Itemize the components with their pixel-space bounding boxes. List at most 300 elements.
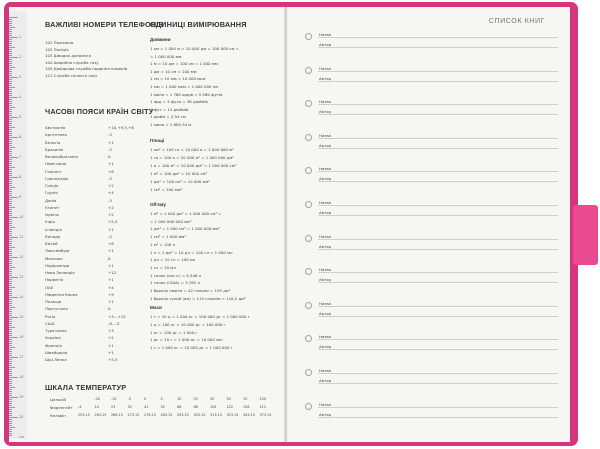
- ruler-tick: [9, 177, 18, 178]
- timezone-offset: 0: [108, 306, 111, 312]
- unit-line: 1 галон (США) = 3,785 л: [150, 280, 200, 286]
- temperature-value: 32: [127, 405, 132, 409]
- timezone-offset: +1: [108, 139, 114, 145]
- timezone-offset: +10,+9,5,+8: [108, 125, 134, 130]
- ruler-tick: [9, 335, 12, 336]
- ruler-tick: [9, 227, 15, 228]
- ruler-number: 9: [19, 195, 22, 199]
- right-page: [287, 7, 570, 442]
- unit-line: 1 миля = 1 760 ярдів = 5 280 футів: [150, 91, 223, 97]
- ruler-tick: [9, 435, 12, 436]
- ruler-tick: [9, 235, 12, 236]
- ruler-tick: [9, 131, 12, 132]
- timezone-offset: +2: [108, 212, 114, 217]
- temperature-label: Цельсій: [50, 397, 66, 402]
- book-author-line[interactable]: [318, 81, 558, 82]
- temperature-value: 278,15: [144, 413, 156, 417]
- timezone-country: Мексико: [45, 255, 63, 261]
- ruler-tick: [9, 35, 12, 36]
- ruler-tick: [9, 213, 12, 214]
- book-author-line[interactable]: [318, 47, 558, 48]
- ruler-number: 18: [19, 375, 24, 379]
- ruler-tick: [9, 291, 12, 292]
- ruler-tick: [9, 219, 12, 220]
- unit-line: 1 дм² = 100 см² = 10 000 мм²: [150, 178, 210, 184]
- timezone-country: Норвегія: [45, 277, 63, 283]
- ruler-tick: [9, 19, 12, 20]
- ruler-tick: [9, 427, 15, 428]
- ruler-tick: [9, 327, 15, 328]
- ruler-tick: [9, 361, 12, 362]
- ruler-tick: [9, 111, 12, 112]
- ruler-tick: [9, 195, 12, 196]
- timezone-offset: +12: [108, 270, 117, 275]
- ruler-tick: [9, 293, 12, 294]
- ruler-number: 3: [19, 75, 22, 79]
- ruler-tick: [9, 313, 12, 314]
- book-name-label: Назва: [319, 132, 332, 138]
- ruler-tick: [9, 167, 15, 168]
- ruler-tick: [9, 271, 12, 272]
- ruler-tick: [9, 129, 12, 130]
- unit-line: 1 дл = 10 сл = 100 мл: [150, 257, 196, 263]
- book-author-line[interactable]: [318, 114, 558, 115]
- unit-line: 1 км² = 100 га = 10 000 а = 1 000 000 м²: [150, 147, 234, 152]
- ruler-number: 15: [19, 315, 24, 319]
- ruler-tick: [9, 171, 12, 172]
- timezone-offset: -3: [108, 132, 112, 138]
- timezone-country: Австралія: [45, 125, 66, 130]
- book-author-line[interactable]: [318, 383, 558, 384]
- timezone-country: Великобританія: [45, 154, 78, 159]
- temperature-value: 50: [160, 405, 165, 409]
- ruler-tick: [9, 77, 18, 78]
- ruler-tick: [9, 283, 12, 284]
- unit-line: = 1 000 000 000 мм³: [150, 218, 192, 224]
- ruler-tick: [9, 97, 18, 98]
- ruler-number: 7: [19, 155, 22, 159]
- timezone-country: Польща: [45, 299, 62, 304]
- timezone-offset: +8: [108, 168, 114, 174]
- ruler-tick: [9, 239, 12, 240]
- book-author-label: Автор: [319, 210, 332, 215]
- ruler-tick: [9, 247, 15, 248]
- unit-line: 1 ярд = 3 фути = 36 дюймів: [150, 99, 208, 105]
- ruler-tick: [9, 225, 12, 226]
- unit-line: 1 дюйм = 2,54 см: [150, 114, 186, 120]
- book-name-line[interactable]: [318, 272, 558, 273]
- book-name-line[interactable]: [318, 239, 558, 240]
- ruler-tick: [9, 375, 12, 376]
- ruler-tick: [9, 175, 12, 176]
- phone-item: 102 Поліція: [45, 46, 69, 52]
- ruler-tick: [9, 257, 18, 258]
- length-title: Довжини: [150, 37, 171, 42]
- ruler-tick: [9, 99, 12, 100]
- ruler-tick: [9, 123, 12, 124]
- book-name-line[interactable]: [318, 37, 558, 38]
- ruler-tick: [9, 315, 12, 316]
- timezone-offset: +1: [108, 248, 114, 254]
- book-name-line[interactable]: [318, 306, 558, 307]
- book-name-label: Назва: [319, 368, 332, 373]
- timezone-offset: +1: [108, 277, 114, 283]
- ruler-tick: [9, 81, 12, 82]
- ruler-tick: [9, 301, 12, 302]
- ruler-tick: [9, 405, 12, 406]
- timezone-country: Канада: [45, 233, 61, 239]
- ruler-tick: [9, 429, 12, 430]
- ruler-tick: [9, 89, 12, 90]
- temperature-value: 283,15: [160, 413, 173, 417]
- timezone-offset: +1: [108, 262, 114, 268]
- book-author-label: Автор: [319, 277, 332, 283]
- ruler-tick: [9, 199, 12, 200]
- timezone-country: Нова Зеландія: [45, 270, 75, 275]
- ruler-number: 2: [19, 55, 22, 59]
- ruler-number: 1: [19, 35, 22, 39]
- timezone-country: Данія: [45, 197, 57, 203]
- ruler-tick: [9, 309, 12, 310]
- temperature-value: 10: [177, 397, 182, 401]
- ruler-number: 13: [19, 275, 24, 279]
- unit-line: 1 л = 1 дм³ = 10 дл = 100 сл = 1 000 мл: [150, 249, 233, 255]
- ruler-tick: [9, 401, 12, 402]
- book-checkbox[interactable]: [305, 268, 312, 275]
- book-checkbox[interactable]: [305, 134, 312, 141]
- ruler-tick: [9, 325, 12, 326]
- ruler-tick: [9, 83, 12, 84]
- temperature-value: 212: [259, 405, 266, 409]
- ruler-tick: [9, 33, 12, 34]
- ruler-tick: [9, 261, 12, 262]
- ruler-number: 16: [19, 335, 24, 339]
- timezone-country: Туреччина: [45, 328, 67, 333]
- book-checkbox[interactable]: [305, 167, 312, 174]
- unit-line: 1 м = 10 дм = 100 см = 1 000 мм: [150, 61, 218, 67]
- book-author-line[interactable]: [318, 282, 558, 283]
- book-author-label: Автор: [319, 243, 332, 249]
- ruler-number: 10: [19, 215, 24, 219]
- timezone-offset: +1: [108, 299, 114, 304]
- ruler-tick: [9, 21, 12, 22]
- phone-item: 104 Аварійна служба газу: [45, 59, 99, 65]
- timezone-offset: +1: [108, 226, 114, 232]
- ruler-tick: [9, 387, 15, 388]
- book-checkbox[interactable]: [305, 335, 312, 342]
- book-checkbox[interactable]: [305, 403, 312, 410]
- ruler-tick: [9, 223, 12, 224]
- ruler-tick: [9, 311, 12, 312]
- book-list-title: СПИСОК КНИГ: [488, 16, 545, 25]
- ruler-number: 4: [19, 95, 22, 99]
- book-author-line[interactable]: [318, 249, 558, 250]
- temperature-value: 253,15: [78, 413, 90, 417]
- unit-line: 1 м³ = 1 000 дм³ = 1 000 000 см³ =: [150, 211, 222, 216]
- timezone-country: Гренландія: [45, 175, 69, 181]
- book-author-label: Автор: [319, 378, 332, 383]
- ruler-tick: [9, 51, 12, 52]
- book-name-label: Назва: [319, 200, 332, 205]
- ruler-tick: [9, 23, 12, 24]
- ruler-tick: [9, 321, 12, 322]
- book-author-label: Автор: [319, 176, 332, 182]
- ruler-tick: [9, 59, 12, 60]
- temperature-value: -10: [111, 397, 117, 401]
- ruler-tick: [9, 47, 15, 48]
- phone-item: 101 Пожежна: [45, 40, 74, 45]
- ruler-tick: [9, 115, 12, 116]
- ruler-tick: [9, 49, 12, 50]
- ruler-tick: [9, 135, 12, 136]
- ruler-tick: [9, 357, 18, 358]
- timezone-country: Франція: [45, 342, 62, 348]
- book-checkbox[interactable]: [305, 67, 312, 74]
- temperature-value: 268,15: [111, 413, 123, 417]
- unit-line: 1 см = 10 мм = 10 000 мкм: [150, 76, 206, 82]
- ruler-number: 11: [19, 235, 24, 239]
- book-checkbox[interactable]: [305, 302, 312, 309]
- elastic-band: [573, 205, 598, 265]
- ruler-tick: [9, 93, 12, 94]
- book-name-line[interactable]: [318, 407, 558, 408]
- ruler-tick: [9, 79, 12, 80]
- temperature-value: 14: [94, 405, 99, 409]
- ruler-tick: [9, 289, 12, 290]
- ruler-tick: [9, 67, 15, 68]
- book-author-line[interactable]: [318, 148, 558, 149]
- ruler-tick: [9, 121, 12, 122]
- book-checkbox[interactable]: [305, 100, 312, 107]
- timezone-offset: -5: [108, 233, 112, 239]
- timezone-country: Південна Корея: [45, 291, 78, 297]
- ruler-tick: [9, 141, 12, 142]
- ruler-number: 12: [19, 255, 24, 259]
- ruler-tick: [9, 65, 12, 66]
- book-checkbox[interactable]: [305, 235, 312, 242]
- ruler-tick: [9, 71, 12, 72]
- timezone-offset: +1: [108, 161, 114, 167]
- timezone-offset: -3: [108, 146, 112, 152]
- book-name-line[interactable]: [318, 104, 558, 105]
- ruler-tick: [9, 407, 15, 408]
- ruler-tick: [9, 279, 12, 280]
- phone-item: 103 Швидка допомога: [45, 53, 92, 58]
- temperature-value: 50: [226, 397, 231, 401]
- book-name-label: Назва: [319, 166, 332, 172]
- ruler-tick: [9, 395, 12, 396]
- ruler-tick: [9, 413, 12, 414]
- book-name-label: Назва: [319, 300, 332, 306]
- book-checkbox[interactable]: [305, 369, 312, 376]
- book-name-label: Назва: [319, 334, 332, 340]
- ruler-tick: [9, 119, 12, 120]
- unit-line: 1 дг = 10 г = 1 000 мг = 10 000 мкг: [150, 337, 224, 343]
- temperature-value: 5: [160, 397, 163, 401]
- ruler-tick: [9, 105, 12, 106]
- ruler-tick: [9, 193, 12, 194]
- ruler-tick: [9, 25, 12, 26]
- unit-line: 1 т = 1 000 кг = 10 000 дг = 1 000 000 г: [150, 345, 233, 351]
- ruler-tick: [9, 253, 12, 254]
- book-name-line[interactable]: [318, 373, 558, 374]
- ruler-tick: [9, 109, 12, 110]
- book-author-label: Автор: [319, 109, 332, 115]
- ruler-tick: [9, 245, 12, 246]
- book-name-label: Назва: [319, 267, 332, 273]
- ruler-tick: [9, 39, 12, 40]
- ruler-tick: [9, 355, 12, 356]
- book-name-line[interactable]: [318, 138, 558, 139]
- unit-line: 1 дм³ = 1 000 см³ = 1 000 000 мм³: [150, 226, 220, 232]
- ruler-tick: [9, 331, 12, 332]
- ruler-tick: [9, 29, 12, 30]
- ruler: [9, 11, 27, 439]
- ruler-number: 17: [19, 355, 24, 359]
- ruler-tick: [9, 285, 12, 286]
- book-author-label: Автор: [319, 411, 332, 417]
- ruler-tick: [9, 319, 12, 320]
- timezone-offset: +5,5: [108, 357, 118, 362]
- ruler-number: 8: [19, 175, 22, 179]
- ruler-tick: [9, 53, 12, 54]
- ruler-tick: [9, 299, 12, 300]
- ruler-tick: [9, 43, 12, 44]
- ruler-tick: [9, 269, 12, 270]
- ruler-tick: [9, 371, 12, 372]
- temperature-value: 303,15: [193, 413, 206, 417]
- timezone-offset: +2: [108, 183, 114, 188]
- timezone-offset: +1: [108, 349, 114, 355]
- book-author-label: Автор: [319, 75, 332, 81]
- ruler-tick: [9, 127, 15, 128]
- ruler-tick: [9, 197, 18, 198]
- ruler-tick: [9, 267, 15, 268]
- book-author-label: Автор: [319, 344, 332, 350]
- timezone-country: ОАЕ: [45, 284, 54, 290]
- ruler-tick: [9, 249, 12, 250]
- ruler-tick: [9, 117, 18, 118]
- book-name-line[interactable]: [318, 339, 558, 340]
- unit-line: 1 фут = 12 дюймів: [150, 106, 189, 112]
- timezone-offset: +5,5: [108, 219, 118, 225]
- temperature-value: 41: [144, 405, 149, 409]
- ruler-tick: [9, 233, 12, 234]
- ruler-tick: [9, 57, 18, 58]
- ruler-tick: [9, 333, 12, 334]
- book-author-line[interactable]: [318, 349, 558, 350]
- temperature-value: 70: [243, 397, 248, 401]
- ruler-tick: [9, 341, 12, 342]
- book-checkbox[interactable]: [305, 33, 312, 40]
- unit-line: 1 кг = 100 дг = 1 000 г: [150, 329, 198, 335]
- timezone-country: Люксембург: [45, 248, 71, 254]
- book-name-label: Назва: [319, 65, 332, 71]
- timezone-offset: 0: [108, 255, 111, 261]
- ruler-tick: [9, 251, 12, 252]
- book-name-line[interactable]: [318, 171, 558, 172]
- ruler-tick: [9, 179, 12, 180]
- book-name-line[interactable]: [318, 71, 558, 72]
- ruler-tick: [9, 353, 12, 354]
- unit-line: 1 миля = 1 609,34 м: [150, 122, 192, 127]
- ruler-tick: [9, 143, 12, 144]
- book-author-line[interactable]: [318, 316, 558, 317]
- ruler-tick: [9, 399, 12, 400]
- ruler-tick: [9, 73, 12, 74]
- book-name-line[interactable]: [318, 205, 558, 206]
- timezone-offset: -3: [108, 175, 112, 181]
- ruler-tick: [9, 337, 18, 338]
- phone-item: 109 Довідкова служба надання номерів: [45, 66, 128, 71]
- ruler-tick: [9, 393, 12, 394]
- timezone-country: Ісландія: [45, 226, 62, 232]
- book-author-label: Автор: [319, 42, 332, 47]
- book-author-label: Автор: [319, 142, 332, 148]
- temperature-value: 20: [193, 397, 198, 401]
- timezone-offset: +2: [108, 204, 114, 210]
- ruler-tick: [9, 329, 12, 330]
- ruler-tick: [9, 85, 12, 86]
- ruler-tick: [9, 133, 12, 134]
- temperature-value: 373,15: [259, 413, 272, 417]
- timezone-offset: +2: [108, 335, 114, 341]
- unit-line: 1 м² = 100 дм² = 10 000 см²: [150, 170, 208, 176]
- temperature-value: 68: [177, 405, 182, 409]
- ruler-tick: [9, 147, 15, 148]
- temperature-value: 23: [111, 405, 116, 409]
- ruler-tick: [9, 91, 12, 92]
- temperature-title: ШКАЛА ТЕМПЕРАТУР: [45, 383, 127, 392]
- ruler-tick: [9, 185, 12, 186]
- book-author-line[interactable]: [318, 181, 558, 182]
- timezone-country: Єгипет: [45, 204, 60, 210]
- timezone-offset: +3...+12: [108, 313, 126, 319]
- unit-line: 1 см² = 100 мм²: [150, 186, 183, 192]
- ruler-tick: [9, 363, 12, 364]
- timezone-country: Грузія: [45, 190, 58, 196]
- unit-line: 1 а = 100 м² = 10 000 дм² = 1 000 000 см²: [150, 162, 237, 168]
- timezone-country: Росія: [45, 313, 56, 319]
- book-author-label: Автор: [319, 310, 332, 316]
- ruler-tick: [9, 159, 12, 160]
- timezone-offset: +4: [108, 190, 114, 196]
- ruler-tick: [9, 273, 12, 274]
- unit-line: 1 ц = 100 кг = 10 000 дг = 100 000 г: [150, 321, 226, 327]
- ruler-tick: [9, 415, 12, 416]
- ruler-tick: [9, 189, 12, 190]
- ruler-tick: [9, 389, 12, 390]
- temperature-value: 273,15: [127, 413, 140, 417]
- ruler-tick: [9, 411, 12, 412]
- book-author-line[interactable]: [318, 215, 558, 216]
- area-title: Площі: [150, 138, 165, 143]
- ruler-tick: [9, 263, 12, 264]
- timezone-offset: +9: [108, 291, 114, 297]
- ruler-tick: [9, 145, 12, 146]
- ruler-tick: [9, 277, 18, 278]
- ruler-tick: [9, 365, 12, 366]
- book-name-label: Назва: [319, 99, 332, 105]
- unit-line: 1 барель сухий (ам) = 115 галонів = 116,2 дм³: [150, 295, 246, 301]
- book-author-line[interactable]: [318, 417, 558, 418]
- ruler-tick: [9, 421, 12, 422]
- ruler-tick: [9, 187, 15, 188]
- ruler-tick: [9, 403, 12, 404]
- unit-line: 1 м³ = 100 л: [150, 241, 176, 247]
- left-page: [9, 7, 286, 442]
- book-checkbox[interactable]: [305, 201, 312, 208]
